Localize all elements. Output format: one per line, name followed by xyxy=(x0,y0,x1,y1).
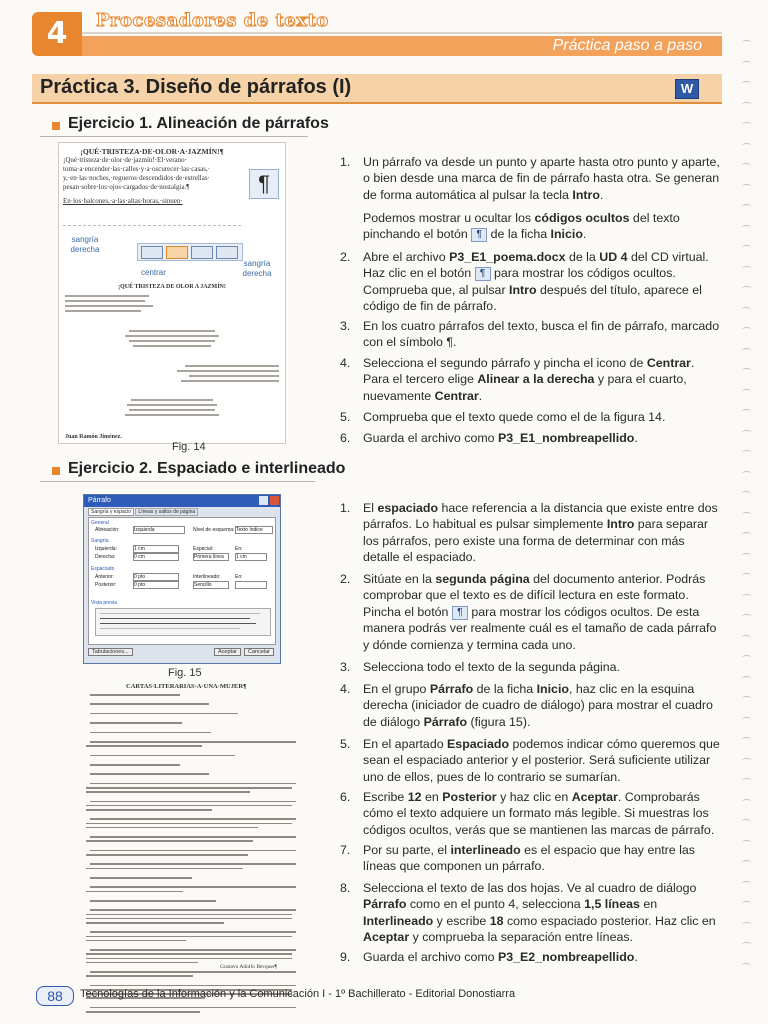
text-line xyxy=(65,300,145,302)
letter-text-line xyxy=(86,922,224,924)
margin-tick xyxy=(742,286,751,291)
margin-tick xyxy=(742,840,751,845)
align-center-icon[interactable] xyxy=(166,246,188,259)
label-sangria-left: sangría derecha xyxy=(70,235,100,254)
margin-tick xyxy=(742,512,751,517)
letter-text-line xyxy=(86,936,292,938)
ex1-step-6: 6. Guarda el archivo como P3_E1_nombreapellido. xyxy=(340,431,638,445)
letter-text-line xyxy=(86,975,193,977)
section-general: General xyxy=(91,520,109,526)
doc-line: y,·en·las·noches,·regueros·descendidos·de·estrellas· xyxy=(63,174,210,182)
label-especial: Especial: xyxy=(193,546,214,552)
letter-text-line xyxy=(86,953,292,955)
tabs-button[interactable]: Tabulaciones... xyxy=(88,648,133,656)
margin-tick xyxy=(742,102,751,107)
margin-tick xyxy=(742,860,751,865)
letter-text-line xyxy=(86,827,258,829)
letter-text-line xyxy=(86,914,292,916)
label-en: En: xyxy=(235,546,243,552)
letter-text-line xyxy=(86,787,292,789)
align-left-icon[interactable] xyxy=(141,246,163,259)
section-banner-text: Práctica paso a paso xyxy=(552,37,702,54)
letter-text-line xyxy=(90,900,216,902)
text-line xyxy=(125,335,219,337)
margin-tick xyxy=(742,737,751,742)
margin-tick xyxy=(742,450,751,455)
select-nivel[interactable]: Texto índice xyxy=(235,526,273,534)
input-posterior[interactable]: 0 pto xyxy=(133,581,179,589)
letter-text-line xyxy=(86,918,292,920)
label-posterior: Posterior: xyxy=(95,582,117,588)
margin-tick xyxy=(742,348,751,353)
close-icon[interactable] xyxy=(270,496,279,505)
margin-tick xyxy=(742,143,751,148)
letter-text-line xyxy=(90,877,192,879)
ex2-step-3: 3. Selecciona todo el texto de la segunda página. xyxy=(340,660,620,674)
justify-icon[interactable] xyxy=(216,246,238,259)
exercise-2-rule xyxy=(40,481,315,482)
margin-tick xyxy=(742,409,751,414)
margin-tick xyxy=(742,573,751,578)
letter-text-line xyxy=(90,985,296,987)
figure-14 xyxy=(58,142,286,444)
pilcrow-icon: ¶ xyxy=(249,169,279,199)
ex1-step-4: 4. Selecciona el segundo párrafo y pincha el icono de Centrar. Para el tercero elige Alinear a la derecha y para el cuarto, nuevamente Centrar. xyxy=(340,356,695,403)
label-en-interlineado: En: xyxy=(235,574,243,580)
margin-tick xyxy=(742,778,751,783)
letter-text-line xyxy=(90,764,180,766)
align-right-icon[interactable] xyxy=(191,246,213,259)
section-vista-previa: Vista previa xyxy=(91,600,118,606)
letter-text-line xyxy=(90,732,211,734)
letter-text-line xyxy=(90,783,296,785)
show-hidden-codes-icon: ¶ xyxy=(471,228,487,242)
input-en[interactable]: 1 cm xyxy=(235,553,267,561)
text-line xyxy=(129,409,215,411)
letter-text-line xyxy=(86,1011,200,1013)
dialog-tabs xyxy=(88,509,198,515)
doc-line: pesan·sobre·los·ojos·cargados·de·nostalgia.¶ xyxy=(63,183,190,191)
margin-tick xyxy=(742,307,751,312)
text-line xyxy=(127,404,217,406)
select-alineacion[interactable]: Izquierda xyxy=(133,526,185,534)
letter-text-line xyxy=(90,722,182,724)
margin-tick xyxy=(742,266,751,271)
practica-title: Práctica 3. Diseño de párrafos (I) xyxy=(40,76,352,98)
exercise-1-rule xyxy=(40,136,308,137)
text-line xyxy=(65,310,141,312)
ex2-step-5: 5. En el apartado Espaciado podemos indicar cómo queremos que sean el espaciado anterior y el posterior. Será suficiente utilizar uno de ellos, pues de lo contrario se sumarían. xyxy=(340,737,720,784)
label-interlineado: Interlineado: xyxy=(193,574,221,580)
ok-button[interactable]: Aceptar xyxy=(214,648,241,656)
ex1-step-5: 5. Comprueba que el texto quede como el de la figura 14. xyxy=(340,410,666,424)
letter-text-line xyxy=(90,886,296,888)
text-line xyxy=(65,305,153,307)
text-line xyxy=(181,380,279,382)
letter-text-line xyxy=(86,958,292,960)
label-derecha: Derecha: xyxy=(95,554,116,560)
margin-tick xyxy=(742,901,751,906)
letter-text-line xyxy=(90,694,180,696)
section-sangria: Sangría xyxy=(91,538,109,544)
margin-tick xyxy=(742,963,751,968)
margin-tick xyxy=(742,942,751,947)
figure-14-caption: Fig. 14 xyxy=(172,441,206,453)
letter-text-line xyxy=(86,840,253,842)
text-line xyxy=(129,340,215,342)
margin-tick xyxy=(742,430,751,435)
help-icon[interactable] xyxy=(259,496,268,505)
letter-text-line xyxy=(90,863,296,865)
ex2-step-6: 6. Escribe 12 en Posterior y haz clic en Aceptar. Comprobarás cómo el texto adquiere un formato más legible. Si muestras los códigos ocultos, verás que se mantienen las marcas de párrafo. xyxy=(340,790,715,837)
ex1-step-3: 3. En los cuatro párrafos del texto, busca el fin de párrafo, marcado con el símbolo ¶. xyxy=(340,319,720,350)
margin-tick xyxy=(742,717,751,722)
letter-text-line xyxy=(90,909,296,911)
letter-text-line xyxy=(90,836,296,838)
label-alineacion: Alineación: xyxy=(95,527,120,533)
margin-tick xyxy=(742,327,751,332)
select-interlineado[interactable]: Sencillo xyxy=(193,581,229,589)
margin-tick xyxy=(742,184,751,189)
figure-15-paragraph-dialog xyxy=(83,494,281,664)
doc-line: ¡Qué·tristeza·de·olor·de·jazmín!·El·verano· xyxy=(63,156,187,164)
doc-author: Juan Ramón Jiménez. xyxy=(65,434,122,440)
letter-text-line xyxy=(90,818,296,820)
letter-text-line xyxy=(90,931,296,933)
margin-tick xyxy=(742,676,751,681)
exercise-bullet xyxy=(52,467,60,475)
letter-title: CARTAS·LITERARIAS·A·UNA·MUJER¶ xyxy=(126,683,247,690)
margin-tick xyxy=(742,594,751,599)
ex1-step-1: 1. Un párrafo va desde un punto y aparte hasta otro punto y aparte, o bien desde una marca de fin de párrafo hasta otra. Se generan de forma automática al pulsar la tecla Intro. xyxy=(340,155,720,202)
show-hidden-codes-icon: ¶ xyxy=(452,606,468,620)
doc-line: toma·a·encender·las·calles·y·a·oscurecer·las·casas,· xyxy=(63,165,211,173)
letter-text-line xyxy=(86,805,292,807)
letter-text-line xyxy=(90,713,238,715)
doc-lines xyxy=(63,156,241,192)
input-izquierda[interactable]: 1 cm xyxy=(133,545,179,553)
ex2-step-2: 2. Sitúate en la segunda página del documento anterior. Podrás comprobar que el texto es de difícil lectura en este formato. Pincha el botón ¶ para mostrar los códigos ocultos. De esta manera podrás ver realmente cuál es el tamaño de cada párrafo y dónde comienza y termina cada uno. xyxy=(340,572,717,652)
letter-body xyxy=(86,694,298,962)
letter-signature: Gustavo Adolfo Bécquer¶ xyxy=(220,964,278,970)
doc-hidden-codes xyxy=(63,147,241,226)
margin-tick xyxy=(742,491,751,496)
margin-marks xyxy=(740,40,754,990)
margin-tick xyxy=(742,655,751,660)
letter-text-line xyxy=(86,854,248,856)
ex1-step-2: 2. Abre el archivo P3_E1_poema.docx de la UD 4 del CD virtual. Haz clic en el botón ¶ para mostrar los códigos ocultos. Comprueba que, al pulsar Intro después del título, aparece el código de fin de párrafo. xyxy=(340,250,709,314)
chapter-title: Procesadores de texto xyxy=(96,10,329,31)
section-espaciado: Espaciado xyxy=(91,566,115,572)
header-rule xyxy=(82,32,722,34)
letter-text-line xyxy=(86,823,292,825)
ex2-step-1: 1. El espaciado hace referencia a la distancia que existe entre dos párrafos. Lo habitual es pulsar simplemente Intro para separar los párrafos, pero existe una forma de determinar con más detalle el espaciado. xyxy=(340,501,718,565)
label-nivel: Nivel de esquema: xyxy=(193,527,235,533)
margin-tick xyxy=(742,799,751,804)
letter-text-line xyxy=(90,1007,296,1009)
preview-box xyxy=(95,608,271,636)
letter-text-line xyxy=(90,949,296,951)
doc-title: ¡QUÉ·TRISTEZA·DE·OLOR·A·JAZMÍN!¶ xyxy=(80,147,224,156)
margin-tick xyxy=(742,881,751,886)
page-number: 88 xyxy=(36,986,74,1006)
margin-tick xyxy=(742,61,751,66)
margin-tick xyxy=(742,122,751,127)
margin-tick xyxy=(742,471,751,476)
margin-tick xyxy=(742,635,751,640)
text-line xyxy=(177,370,279,372)
chapter-number: 4 xyxy=(46,16,68,51)
word-app-icon: W xyxy=(675,79,699,99)
ex2-step-8: 8. Selecciona el texto de las dos hojas. Ve al cuadro de diálogo Párrafo como en el punto 4, selecciona 1,5 líneas en Interlineado y escribe 18 como espaciado posterior. Haz clic en Aceptar y comprueba la separación entre líneas. xyxy=(340,881,716,945)
figure-15-caption: Fig. 15 xyxy=(168,667,202,679)
text-line xyxy=(65,295,149,297)
alignment-toolbar xyxy=(137,243,243,261)
margin-tick xyxy=(742,245,751,250)
text-line xyxy=(189,375,279,377)
input-anterior[interactable]: 0 pto xyxy=(133,573,179,581)
ex1-step-1b: Podemos mostrar u ocultar los códigos ocultos del texto pinchando el botón ¶ de la ficha Inicio. xyxy=(363,211,680,242)
letter-text-line xyxy=(90,755,235,757)
label-anterior: Anterior: xyxy=(95,574,114,580)
label-centrar: centrar xyxy=(141,268,166,277)
letter-text-line xyxy=(86,809,212,811)
text-line xyxy=(133,345,211,347)
letter-text-line xyxy=(90,801,296,803)
margin-tick xyxy=(742,81,751,86)
margin-tick xyxy=(742,40,751,45)
margin-tick xyxy=(742,696,751,701)
dialog-title: Párrafo xyxy=(88,497,111,504)
letter-text-line xyxy=(90,741,296,743)
letter-text-line xyxy=(90,703,209,705)
ex2-step-9: 9. Guarda el archivo como P3_E2_nombreapellido. xyxy=(340,950,638,964)
letter-text-line xyxy=(86,962,198,964)
label-izquierda: Izquierda: xyxy=(95,546,117,552)
margin-tick xyxy=(742,163,751,168)
small-doc-title: ¡QUÉ TRISTEZA DE OLOR A JAZMÍN! xyxy=(118,284,226,290)
letter-text-line xyxy=(86,891,183,893)
label-sangria-right: sangría derecha xyxy=(242,259,272,278)
cancel-button[interactable]: Cancelar xyxy=(244,648,274,656)
margin-tick xyxy=(742,922,751,927)
margin-tick xyxy=(742,758,751,763)
input-derecha[interactable]: 0 cm xyxy=(133,553,179,561)
text-line xyxy=(125,414,219,416)
margin-tick xyxy=(742,204,751,209)
tab-lineas[interactable]: Líneas y saltos de página xyxy=(135,508,198,516)
ex2-step-4: 4. En el grupo Párrafo de la ficha Inicio, haz clic en la esquina derecha (iniciador de cuadro de diálogo) para mostrar el cuadro de diálogo Párrafo (figura 15). xyxy=(340,682,713,729)
text-line xyxy=(131,399,213,401)
letter-text-line xyxy=(86,791,250,793)
dialog-body xyxy=(88,517,276,645)
margin-tick xyxy=(742,368,751,373)
text-line xyxy=(129,330,215,332)
margin-tick xyxy=(742,389,751,394)
doc-last-line: En·los·balcones,·a·las·altas·horas,·sinuen· xyxy=(63,197,183,205)
select-especial[interactable]: Primera línea xyxy=(193,553,229,561)
text-line xyxy=(185,365,279,367)
tab-sangria[interactable]: Sangría y espacio xyxy=(88,508,134,516)
exercise-1-title: Ejercicio 1. Alineación de párrafos xyxy=(68,115,329,132)
letter-text-line xyxy=(90,850,296,852)
letter-text-line xyxy=(86,745,202,747)
margin-tick xyxy=(742,819,751,824)
footer-text: Tecnologías de la Información y la Comunicación I - 1º Bachillerato - Editorial Donostiarra xyxy=(80,988,516,1000)
letter-text-line xyxy=(86,868,243,870)
input-en-interlineado[interactable] xyxy=(235,581,267,589)
dialog-titlebar xyxy=(84,495,280,507)
exercise-bullet xyxy=(52,122,60,130)
margin-tick xyxy=(742,225,751,230)
letter-text-line xyxy=(90,773,209,775)
show-hidden-codes-icon: ¶ xyxy=(475,267,491,281)
ex2-step-7: 7. Por su parte, el interlineado es el espacio que hay entre las líneas que componen un párrafo. xyxy=(340,843,695,874)
margin-tick xyxy=(742,614,751,619)
margin-tick xyxy=(742,553,751,558)
exercise-2-title: Ejercicio 2. Espaciado e interlineado xyxy=(68,460,346,477)
margin-tick xyxy=(742,532,751,537)
letter-text-line xyxy=(86,940,186,942)
